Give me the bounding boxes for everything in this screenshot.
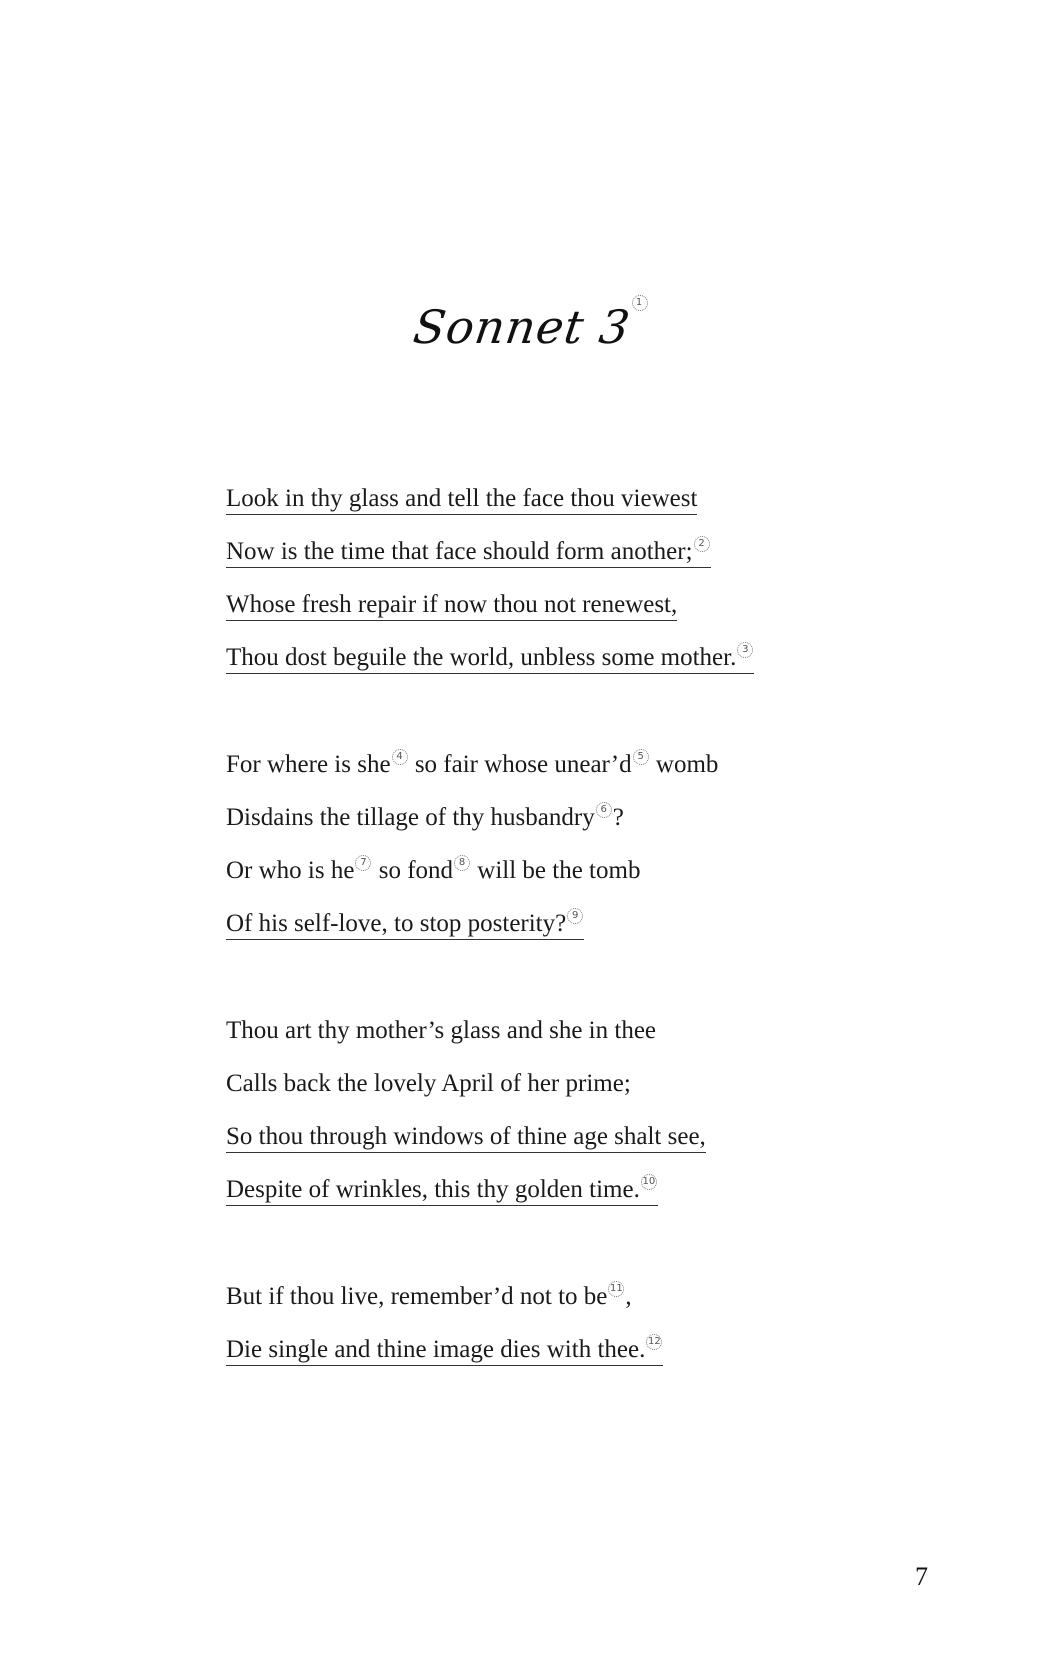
footnote-marker-icon[interactable]: 10: [641, 1174, 657, 1190]
poem-line: [226, 591, 966, 644]
poem-line: [226, 538, 966, 591]
stanza: [226, 485, 966, 697]
footnote-marker-icon[interactable]: 2: [694, 536, 710, 552]
footnote-marker-icon[interactable]: 1: [632, 295, 648, 311]
poem-line-content: [226, 751, 718, 778]
footnote-marker-icon[interactable]: 12: [646, 1334, 662, 1350]
poem-line-content: [226, 485, 697, 515]
poem-line-content: [226, 538, 711, 568]
poem-line-text: Or who is he: [226, 857, 355, 884]
poem-line-text: Whose fresh repair if now thou not renewest,: [226, 591, 678, 618]
footnote-marker-icon[interactable]: 7: [355, 855, 371, 871]
footnote-marker-icon[interactable]: 11: [608, 1281, 624, 1297]
footnote-marker-icon[interactable]: 6: [596, 802, 612, 818]
poem-line-text: Calls back the lovely April of her prime;: [226, 1070, 631, 1097]
poem-line-text: Now is the time that face should form another;: [226, 538, 693, 565]
poem-line-content: [226, 1070, 631, 1097]
poem-line-text: Thou dost beguile the world, unbless some mother.: [226, 644, 737, 671]
stanza: [226, 1017, 966, 1229]
poem-line-text: so fond: [372, 857, 454, 884]
poem-line-text: womb: [649, 751, 719, 778]
poem-line-content: [226, 1017, 656, 1044]
poem-line-text: For where is she: [226, 751, 391, 778]
page-number: 7: [915, 1562, 928, 1591]
poem-line-text: Disdains the tillage of thy husbandry: [226, 804, 595, 831]
poem-line-text: so fair whose unear’d: [408, 751, 632, 778]
poem-line: [226, 485, 966, 538]
poem-line: [226, 804, 966, 857]
poem-line: [226, 1336, 966, 1389]
poem-line: [226, 1283, 966, 1336]
poem-line-content: [226, 644, 754, 674]
footnote-marker-icon[interactable]: 4: [392, 749, 408, 765]
stanza: [226, 1283, 966, 1389]
poem-body: [226, 485, 966, 1443]
poem-line-text: Die single and thine image dies with thee.: [226, 1336, 646, 1363]
footnote-marker-icon[interactable]: 5: [633, 749, 649, 765]
poem-line: [226, 644, 966, 697]
poem-line-text: ?: [612, 804, 624, 831]
poem-line-text: Look in thy glass and tell the face thou viewest: [226, 485, 698, 512]
footnote-marker-icon[interactable]: 8: [454, 855, 470, 871]
poem-line: [226, 751, 966, 804]
poem-line: [226, 1070, 966, 1123]
poem-line: [226, 857, 966, 910]
poem-line-content: [226, 1336, 663, 1366]
poem-line: [226, 1176, 966, 1229]
poem-line-text: So thou through windows of thine age shalt see,: [226, 1123, 706, 1150]
footnote-marker-icon[interactable]: 3: [737, 642, 753, 658]
poem-line-content: [226, 1123, 706, 1153]
footnote-marker-icon[interactable]: 9: [567, 908, 583, 924]
poem-line-content: [226, 804, 624, 831]
poem-line: [226, 1017, 966, 1070]
poem-line-text: But if thou live, remember’d not to be: [226, 1283, 608, 1310]
poem-line-content: [226, 1283, 632, 1310]
poem-line-content: [226, 910, 584, 940]
poem-line: [226, 1123, 966, 1176]
stanza: [226, 751, 966, 963]
poem-line-text: will be the tomb: [471, 857, 641, 884]
poem-title-text: Sonnet 3: [410, 300, 635, 354]
poem-title: [0, 296, 1063, 354]
poem-line-content: [226, 857, 640, 884]
poem-line-text: Thou art thy mother’s glass and she in thee: [226, 1017, 657, 1044]
poem-line: [226, 910, 966, 963]
poem-line-text: ,: [625, 1283, 632, 1310]
poem-line-content: [226, 591, 677, 621]
poem-line-content: [226, 1176, 658, 1206]
poem-line-text: Despite of wrinkles, this thy golden time.: [226, 1176, 640, 1203]
poem-line-text: Of his self-love, to stop posterity?: [226, 910, 567, 937]
